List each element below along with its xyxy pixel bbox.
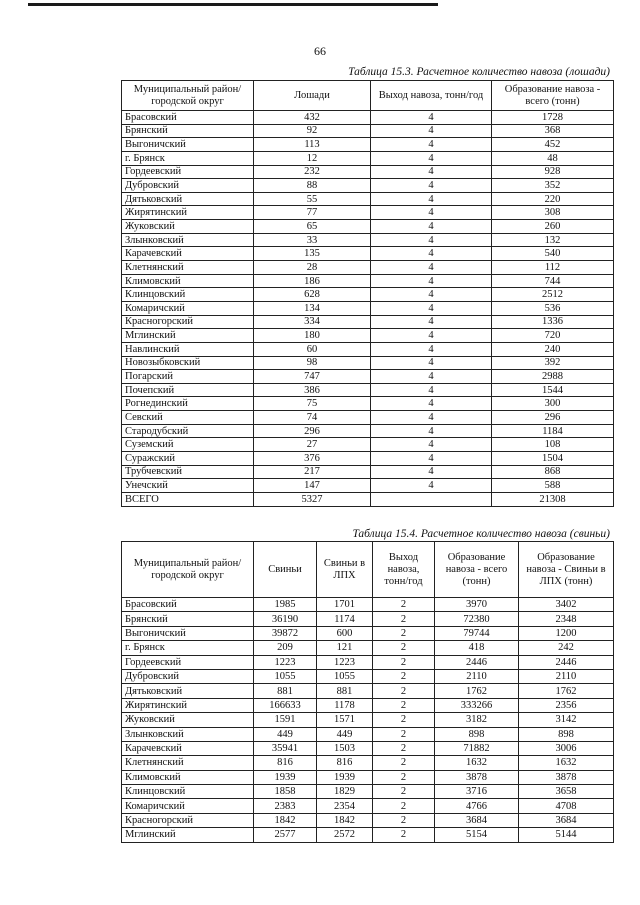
table1-value-cell: 4	[371, 192, 492, 206]
table1-value-cell: 88	[254, 179, 371, 193]
table1-district-cell: Красногорский	[122, 315, 254, 329]
table2-value-cell: 2348	[519, 612, 614, 626]
table1-value-cell: 4	[371, 479, 492, 493]
table2-value-cell: 1632	[519, 756, 614, 770]
table1-row	[122, 233, 614, 247]
table2-row	[122, 756, 614, 770]
table2-value-cell: 2	[373, 828, 435, 842]
table1-value-cell: 4	[371, 424, 492, 438]
table2-value-cell: 3878	[435, 770, 519, 784]
table2-row	[122, 799, 614, 813]
table1-value-cell: 1504	[492, 452, 614, 466]
table1-value-cell: 220	[492, 192, 614, 206]
table1-row	[122, 151, 614, 165]
table2-row	[122, 828, 614, 842]
table2-district-cell: Комаричский	[122, 799, 254, 813]
table1-value-cell: 4	[371, 301, 492, 315]
table1-value-cell: 132	[492, 233, 614, 247]
table2-value-cell: 2	[373, 770, 435, 784]
table1-row	[122, 206, 614, 220]
table1-value-cell: 4	[371, 111, 492, 125]
table1-value-cell: 2512	[492, 288, 614, 302]
table2-value-cell: 1762	[519, 684, 614, 698]
table2-value-cell: 1985	[254, 598, 317, 612]
table1-value-cell: 4	[371, 274, 492, 288]
table2-value-cell: 1591	[254, 713, 317, 727]
table1-row	[122, 165, 614, 179]
table1-value-cell: 65	[254, 220, 371, 234]
table2-header-manure-total: Образование навоза - всего (тонн)	[435, 542, 519, 598]
table1-district-cell: ВСЕГО	[122, 492, 254, 506]
table1-value-cell: 4	[371, 438, 492, 452]
table1-row	[122, 192, 614, 206]
table1-value-cell: 747	[254, 370, 371, 384]
table1-row	[122, 261, 614, 275]
table1-district-cell: Комаричский	[122, 301, 254, 315]
table2-row	[122, 785, 614, 799]
table1-row	[122, 465, 614, 479]
table2-value-cell: 2110	[435, 669, 519, 683]
table1-row	[122, 492, 614, 506]
table1-district-cell: Суражский	[122, 452, 254, 466]
table2-value-cell: 2354	[317, 799, 373, 813]
table2-row	[122, 598, 614, 612]
table2-value-cell: 1174	[317, 612, 373, 626]
table1-value-cell: 147	[254, 479, 371, 493]
table1-header-manure-yield: Выход навоза, тонн/год	[371, 81, 492, 111]
table1-value-cell: 75	[254, 397, 371, 411]
table1-value-cell: 4	[371, 233, 492, 247]
table2-value-cell: 71882	[435, 741, 519, 755]
table1-row	[122, 247, 614, 261]
table1-district-cell: Брянский	[122, 124, 254, 138]
table1-value-cell: 744	[492, 274, 614, 288]
table2-value-cell: 2	[373, 655, 435, 669]
table2-row	[122, 626, 614, 640]
table2-value-cell: 209	[254, 641, 317, 655]
table1-district-cell: Новозыбковский	[122, 356, 254, 370]
table2-value-cell: 898	[519, 727, 614, 741]
table2-value-cell: 1858	[254, 785, 317, 799]
table1-value-cell: 4	[371, 220, 492, 234]
table2-value-cell: 816	[254, 756, 317, 770]
table1-value-cell: 4	[371, 315, 492, 329]
table1-value-cell: 352	[492, 179, 614, 193]
table1-value-cell: 98	[254, 356, 371, 370]
table1-value-cell: 4	[371, 383, 492, 397]
table1-value-cell: 108	[492, 438, 614, 452]
table2-value-cell: 333266	[435, 698, 519, 712]
table1-value-cell: 432	[254, 111, 371, 125]
table1-row	[122, 220, 614, 234]
table2-value-cell: 1939	[317, 770, 373, 784]
table2-district-cell: Клинцовский	[122, 785, 254, 799]
table2-value-cell: 1939	[254, 770, 317, 784]
table2-value-cell: 36190	[254, 612, 317, 626]
table2-value-cell: 2110	[519, 669, 614, 683]
table2-value-cell: 1571	[317, 713, 373, 727]
table2-header-pigs-private: Свиньи в ЛПХ	[317, 542, 373, 598]
table1-value-cell: 536	[492, 301, 614, 315]
table1-value-cell: 4	[371, 165, 492, 179]
table1-district-cell: Климовский	[122, 274, 254, 288]
table2-value-cell: 2	[373, 641, 435, 655]
table1-value-cell: 232	[254, 165, 371, 179]
table2-row	[122, 684, 614, 698]
table1-value-cell: 376	[254, 452, 371, 466]
table1-value-cell: 77	[254, 206, 371, 220]
table1-value-cell: 1184	[492, 424, 614, 438]
table2-value-cell: 1055	[317, 669, 373, 683]
table1-value-cell: 368	[492, 124, 614, 138]
table1-value-cell: 28	[254, 261, 371, 275]
table1-district-cell: Клетнянский	[122, 261, 254, 275]
table1-value-cell: 113	[254, 138, 371, 152]
table2-value-cell: 1178	[317, 698, 373, 712]
table1-value-cell: 4	[371, 452, 492, 466]
table2-value-cell: 1632	[435, 756, 519, 770]
table2-value-cell: 2446	[435, 655, 519, 669]
table1-value-cell: 240	[492, 342, 614, 356]
table2-district-cell: Климовский	[122, 770, 254, 784]
table1-row	[122, 383, 614, 397]
table2-header-manure-private: Образование навоза - Свиньи в ЛПХ (тонн)	[519, 542, 614, 598]
table1-value-cell: 4	[371, 370, 492, 384]
table1-row	[122, 274, 614, 288]
table1-value-cell: 2988	[492, 370, 614, 384]
table2-value-cell: 242	[519, 641, 614, 655]
table2-value-cell: 449	[317, 727, 373, 741]
table1-value-cell: 1336	[492, 315, 614, 329]
table1-value-cell: 12	[254, 151, 371, 165]
table1-row	[122, 397, 614, 411]
table2-district-cell: Дятьковский	[122, 684, 254, 698]
table1-value-cell: 4	[371, 465, 492, 479]
table2-value-cell: 2	[373, 785, 435, 799]
table2-district-cell: Брянский	[122, 612, 254, 626]
table2-value-cell: 1503	[317, 741, 373, 755]
table2-value-cell: 2	[373, 813, 435, 827]
table1-value-cell: 1728	[492, 111, 614, 125]
table1-district-cell: Гордеевский	[122, 165, 254, 179]
table1-header-district: Муниципальный район/городской округ	[122, 81, 254, 111]
table2-value-cell: 1055	[254, 669, 317, 683]
table1-value-cell: 48	[492, 151, 614, 165]
table1-value-cell: 4	[371, 206, 492, 220]
table1-row	[122, 179, 614, 193]
table2-value-cell: 5144	[519, 828, 614, 842]
table1-value-cell: 4	[371, 138, 492, 152]
table1-district-cell: Злынковский	[122, 233, 254, 247]
table1-row	[122, 138, 614, 152]
table1-row	[122, 424, 614, 438]
table1-district-cell: Жирятинский	[122, 206, 254, 220]
table1-district-cell: Унечский	[122, 479, 254, 493]
table1-value-cell: 300	[492, 397, 614, 411]
table1-district-cell: Брасовский	[122, 111, 254, 125]
table1-row	[122, 370, 614, 384]
table2-value-cell: 1701	[317, 598, 373, 612]
table1-district-cell: Карачевский	[122, 247, 254, 261]
table1-row	[122, 342, 614, 356]
table2-row	[122, 655, 614, 669]
table1-value-cell: 92	[254, 124, 371, 138]
table2-value-cell: 3142	[519, 713, 614, 727]
table2-row	[122, 669, 614, 683]
table2-value-cell: 816	[317, 756, 373, 770]
table2-value-cell: 881	[317, 684, 373, 698]
table2-district-cell: Красногорский	[122, 813, 254, 827]
table2-value-cell: 2	[373, 713, 435, 727]
table2-district-cell: Жирятинский	[122, 698, 254, 712]
table1-value-cell: 540	[492, 247, 614, 261]
table2-value-cell: 1200	[519, 626, 614, 640]
table1-district-cell: Рогнединский	[122, 397, 254, 411]
table2-value-cell: 1223	[254, 655, 317, 669]
table2-district-cell: Мглинский	[122, 828, 254, 842]
table2-value-cell: 2356	[519, 698, 614, 712]
table2-value-cell: 881	[254, 684, 317, 698]
table2-value-cell: 2383	[254, 799, 317, 813]
table2-value-cell: 2	[373, 684, 435, 698]
table1-value-cell: 628	[254, 288, 371, 302]
table2-value-cell: 5154	[435, 828, 519, 842]
table2-value-cell: 3684	[519, 813, 614, 827]
table2-value-cell: 2	[373, 741, 435, 755]
table2-district-cell: Дубровский	[122, 669, 254, 683]
table1-district-cell: Трубчевский	[122, 465, 254, 479]
table2-row	[122, 713, 614, 727]
table1-value-cell: 4	[371, 179, 492, 193]
table1-row	[122, 315, 614, 329]
table2-caption: Таблица 15.4. Расчетное количество навоза (свиньи)	[352, 528, 610, 540]
table1-value-cell: 452	[492, 138, 614, 152]
table2-row	[122, 641, 614, 655]
table2-value-cell: 2	[373, 799, 435, 813]
table2-district-cell: Выгоничский	[122, 626, 254, 640]
table1-row	[122, 438, 614, 452]
table2-value-cell: 4766	[435, 799, 519, 813]
table1-value-cell: 134	[254, 301, 371, 315]
table1-district-cell: Стародубский	[122, 424, 254, 438]
table1-value-cell: 217	[254, 465, 371, 479]
table1-value-cell: 60	[254, 342, 371, 356]
table2-value-cell: 2	[373, 756, 435, 770]
table2-value-cell: 3716	[435, 785, 519, 799]
table1-value-cell	[371, 492, 492, 506]
table1-value-cell: 4	[371, 261, 492, 275]
table2-row	[122, 813, 614, 827]
table2-value-cell: 2	[373, 626, 435, 640]
table2-value-cell: 2	[373, 727, 435, 741]
table1-value-cell: 386	[254, 383, 371, 397]
table1-value-cell: 928	[492, 165, 614, 179]
table1-row	[122, 329, 614, 343]
table1-value-cell: 4	[371, 247, 492, 261]
table1-value-cell: 5327	[254, 492, 371, 506]
table1-value-cell: 180	[254, 329, 371, 343]
table1-district-cell: Суземский	[122, 438, 254, 452]
table2-value-cell: 4708	[519, 799, 614, 813]
table1-value-cell: 112	[492, 261, 614, 275]
table1-value-cell: 260	[492, 220, 614, 234]
table1-value-cell: 74	[254, 411, 371, 425]
table2-value-cell: 2577	[254, 828, 317, 842]
table1-row	[122, 111, 614, 125]
table2-value-cell: 3658	[519, 785, 614, 799]
table1-district-cell: Клинцовский	[122, 288, 254, 302]
table2-value-cell: 2	[373, 598, 435, 612]
table1-value-cell: 135	[254, 247, 371, 261]
table1-row	[122, 301, 614, 315]
table2-value-cell: 2	[373, 698, 435, 712]
table2-row	[122, 612, 614, 626]
table2-district-cell: Жуковский	[122, 713, 254, 727]
table2-district-cell: Брасовский	[122, 598, 254, 612]
table2-value-cell: 79744	[435, 626, 519, 640]
table1-value-cell: 334	[254, 315, 371, 329]
table1-row	[122, 288, 614, 302]
table1-value-cell: 186	[254, 274, 371, 288]
table1-value-cell: 33	[254, 233, 371, 247]
table2-value-cell: 72380	[435, 612, 519, 626]
table1-district-cell: Выгоничский	[122, 138, 254, 152]
table1-district-cell: г. Брянск	[122, 151, 254, 165]
table1-district-cell: Дубровский	[122, 179, 254, 193]
table1-district-cell: Дятьковский	[122, 192, 254, 206]
table2-value-cell: 3878	[519, 770, 614, 784]
table1-district-cell: Погарский	[122, 370, 254, 384]
table2-row	[122, 741, 614, 755]
table2-value-cell: 898	[435, 727, 519, 741]
table2-district-cell: Гордеевский	[122, 655, 254, 669]
table1-value-cell: 720	[492, 329, 614, 343]
table2-value-cell: 1223	[317, 655, 373, 669]
table2-value-cell: 2	[373, 669, 435, 683]
table1-row	[122, 356, 614, 370]
table2-district-cell: Клетнянский	[122, 756, 254, 770]
table1-row	[122, 479, 614, 493]
table1-district-cell: Севский	[122, 411, 254, 425]
table2-value-cell: 121	[317, 641, 373, 655]
table2-value-cell: 1829	[317, 785, 373, 799]
table2-district-cell: Карачевский	[122, 741, 254, 755]
table1-value-cell: 4	[371, 124, 492, 138]
table2-value-cell: 1762	[435, 684, 519, 698]
table1-value-cell: 4	[371, 329, 492, 343]
table2-value-cell: 39872	[254, 626, 317, 640]
table1-value-cell: 4	[371, 151, 492, 165]
table1-district-cell: Навлинский	[122, 342, 254, 356]
table2-value-cell: 1842	[317, 813, 373, 827]
table1-value-cell: 27	[254, 438, 371, 452]
table2-value-cell: 2446	[519, 655, 614, 669]
horse-manure-table	[121, 80, 614, 507]
table1-district-cell: Мглинский	[122, 329, 254, 343]
table2-header-row	[122, 542, 614, 598]
table1-value-cell: 4	[371, 356, 492, 370]
table1-header-manure-total: Образование навоза - всего (тонн)	[492, 81, 614, 111]
table1-caption: Таблица 15.3. Расчетное количество навоза (лошади)	[348, 66, 610, 78]
table1-value-cell: 4	[371, 411, 492, 425]
table1-value-cell: 868	[492, 465, 614, 479]
table2-district-cell: г. Брянск	[122, 641, 254, 655]
table2-value-cell: 418	[435, 641, 519, 655]
table1-row	[122, 411, 614, 425]
table1-value-cell: 296	[254, 424, 371, 438]
table1-value-cell: 4	[371, 397, 492, 411]
table1-district-cell: Почепский	[122, 383, 254, 397]
table2-value-cell: 166633	[254, 698, 317, 712]
table1-row	[122, 452, 614, 466]
table2-row	[122, 770, 614, 784]
table2-value-cell: 3970	[435, 598, 519, 612]
table2-value-cell: 2572	[317, 828, 373, 842]
table2-value-cell: 2	[373, 612, 435, 626]
table1-value-cell: 308	[492, 206, 614, 220]
table2-district-cell: Злынковский	[122, 727, 254, 741]
table1-header-row	[122, 81, 614, 111]
pig-manure-table	[121, 541, 614, 843]
table1-value-cell: 4	[371, 342, 492, 356]
table2-value-cell: 600	[317, 626, 373, 640]
table2-value-cell: 35941	[254, 741, 317, 755]
table1-value-cell: 4	[371, 288, 492, 302]
table2-header-district: Муниципальный район/городской округ	[122, 542, 254, 598]
table1-value-cell: 21308	[492, 492, 614, 506]
table2-value-cell: 3402	[519, 598, 614, 612]
table2-row	[122, 698, 614, 712]
table2-value-cell: 3006	[519, 741, 614, 755]
page-number: 66	[314, 44, 326, 58]
table1-value-cell: 588	[492, 479, 614, 493]
table1-value-cell: 55	[254, 192, 371, 206]
table2-value-cell: 3182	[435, 713, 519, 727]
table1-value-cell: 1544	[492, 383, 614, 397]
table2-value-cell: 3684	[435, 813, 519, 827]
table2-header-pigs: Свиньи	[254, 542, 317, 598]
table1-value-cell: 392	[492, 356, 614, 370]
table2-value-cell: 449	[254, 727, 317, 741]
table1-value-cell: 296	[492, 411, 614, 425]
table2-value-cell: 1842	[254, 813, 317, 827]
scan-edge-bar	[28, 3, 438, 6]
table2-row	[122, 727, 614, 741]
table1-district-cell: Жуковский	[122, 220, 254, 234]
table2-header-manure-yield: Выход навоза, тонн/год	[373, 542, 435, 598]
table1-row	[122, 124, 614, 138]
table1-header-horses: Лошади	[254, 81, 371, 111]
